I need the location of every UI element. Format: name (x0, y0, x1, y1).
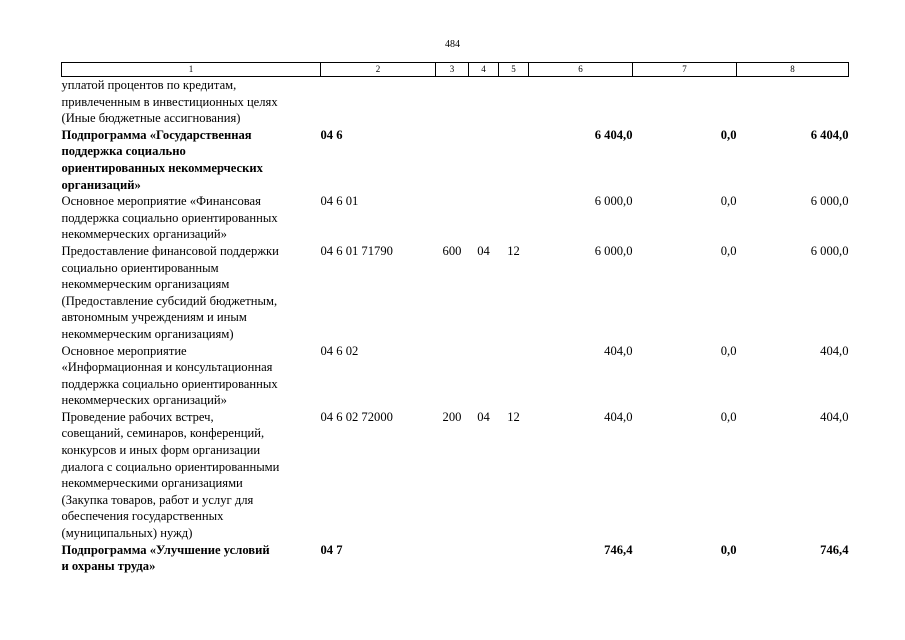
expense-type-cell (436, 127, 469, 193)
item-name-line: Основное мероприятие (61, 343, 187, 358)
item-name-line: (муниципальных) нужд) (61, 526, 193, 541)
column-number-header (62, 63, 849, 77)
amount-cell: 0,0 (720, 343, 737, 358)
amount-cell: 746,4 (820, 542, 849, 557)
subsection-cell (499, 343, 529, 409)
header-cell: 2 (321, 63, 436, 77)
item-name-line: (Иные бюджетные ассигнования) (61, 111, 241, 126)
code-cell: 04 6 02 72000 (320, 409, 393, 424)
header-cell: 7 (633, 63, 737, 77)
subsection-cell (499, 193, 529, 243)
header-cell: 8 (737, 63, 849, 77)
item-name-line: поддержка социально ориентированных (61, 376, 278, 391)
section-cell (469, 343, 499, 409)
item-name-line: Подпрограмма «Улучшение условий (61, 542, 270, 557)
table-row (62, 542, 849, 575)
item-name-cell (62, 243, 321, 343)
item-name-line: некоммерческим организациям (61, 277, 230, 292)
section-cell (469, 193, 499, 243)
amount-cell: 0,0 (720, 409, 737, 424)
item-name-cell (62, 193, 321, 243)
item-name-line: Проведение рабочих встреч, (61, 409, 214, 424)
amount-cell: 6 404,0 (594, 127, 633, 142)
page-number: 484 (445, 39, 460, 50)
table-row (62, 409, 849, 542)
amount-cell: 404,0 (604, 409, 633, 424)
budget-table (61, 62, 849, 575)
subsection-cell (499, 77, 529, 127)
item-name-line: поддержка социально ориентированных (61, 210, 278, 225)
item-name-cell (62, 127, 321, 193)
item-name-line: совещаний, семинаров, конференций, (61, 426, 265, 441)
amount-cell: 0,0 (720, 542, 737, 557)
item-name-cell (62, 343, 321, 409)
expense-type-cell: 200 (442, 409, 462, 424)
amount-cell: 0,0 (720, 243, 737, 258)
header-cell: 6 (529, 63, 633, 77)
item-name-line: организаций» (61, 177, 141, 192)
subsection-cell: 12 (507, 243, 520, 258)
item-name-line: уплатой процентов по кредитам, (61, 78, 237, 92)
amount-cell: 6 404,0 (810, 127, 849, 142)
item-name-line: некоммерческих организаций» (61, 393, 227, 408)
section-cell: 04 (477, 409, 490, 424)
subsection-cell (499, 542, 529, 575)
code-cell: 04 6 01 (320, 194, 359, 209)
amount-cell: 6 000,0 (594, 243, 633, 258)
amount-cell (737, 77, 849, 127)
code-cell (321, 77, 436, 127)
item-name-line: некоммерческим организациям) (61, 326, 234, 341)
expense-type-cell (436, 343, 469, 409)
amount-cell: 6 000,0 (594, 194, 633, 209)
expense-type-cell (436, 77, 469, 127)
amount-cell: 746,4 (604, 542, 633, 557)
header-cell: 3 (436, 63, 469, 77)
item-name-line: автономным учреждениям и иным (61, 310, 247, 325)
item-name-line: некоммерческих организаций» (61, 227, 227, 242)
item-name-line: ориентированных некоммерческих (61, 160, 263, 175)
amount-cell: 404,0 (820, 409, 849, 424)
item-name-line: Подпрограмма «Государственная (61, 127, 252, 142)
item-name-line: привлеченным в инвестиционных целях (61, 94, 278, 109)
item-name-line: социально ориентированным (61, 260, 219, 275)
amount-cell: 6 000,0 (810, 194, 849, 209)
code-cell: 04 6 (320, 127, 343, 142)
item-name-cell (62, 77, 321, 127)
item-name-line: диалога с социально ориентированными (61, 459, 280, 474)
amount-cell (529, 77, 633, 127)
item-name-line: Предоставление финансовой поддержки (61, 243, 279, 258)
amount-cell: 6 000,0 (810, 243, 849, 258)
code-cell: 04 6 02 (320, 343, 359, 358)
amount-cell: 0,0 (720, 127, 737, 142)
item-name-line: некоммерческими организациями (61, 476, 243, 491)
table-body (62, 77, 849, 575)
header-cell: 5 (499, 63, 529, 77)
table-row (62, 243, 849, 343)
expense-type-cell (436, 542, 469, 575)
item-name-line: (Закупка товаров, работ и услуг для (61, 492, 254, 507)
header-cell: 4 (469, 63, 499, 77)
section-cell (469, 77, 499, 127)
expense-type-cell (436, 193, 469, 243)
item-name-line: «Информационная и консультационная (61, 360, 273, 375)
item-name-line: обеспечения государственных (61, 509, 224, 524)
table-row (62, 77, 849, 127)
table-row (62, 343, 849, 409)
table-row (62, 193, 849, 243)
section-cell (469, 127, 499, 193)
item-name-cell (62, 409, 321, 542)
subsection-cell: 12 (507, 409, 520, 424)
code-cell: 04 6 01 71790 (320, 243, 393, 258)
subsection-cell (499, 127, 529, 193)
amount-cell: 404,0 (820, 343, 849, 358)
item-name-line: поддержка социально (61, 144, 186, 159)
item-name-line: и охраны труда» (61, 559, 156, 574)
amount-cell (633, 77, 737, 127)
amount-cell: 0,0 (720, 194, 737, 209)
expense-type-cell: 600 (442, 243, 462, 258)
item-name-cell (62, 542, 321, 575)
item-name-line: конкурсов и иных форм организации (61, 443, 261, 458)
code-cell: 04 7 (320, 542, 343, 557)
table-row (62, 127, 849, 193)
item-name-line: (Предоставление субсидий бюджетным, (61, 293, 278, 308)
section-cell: 04 (477, 243, 490, 258)
amount-cell: 404,0 (604, 343, 633, 358)
section-cell (469, 542, 499, 575)
header-cell: 1 (62, 63, 321, 77)
item-name-line: Основное мероприятие «Финансовая (61, 194, 261, 209)
